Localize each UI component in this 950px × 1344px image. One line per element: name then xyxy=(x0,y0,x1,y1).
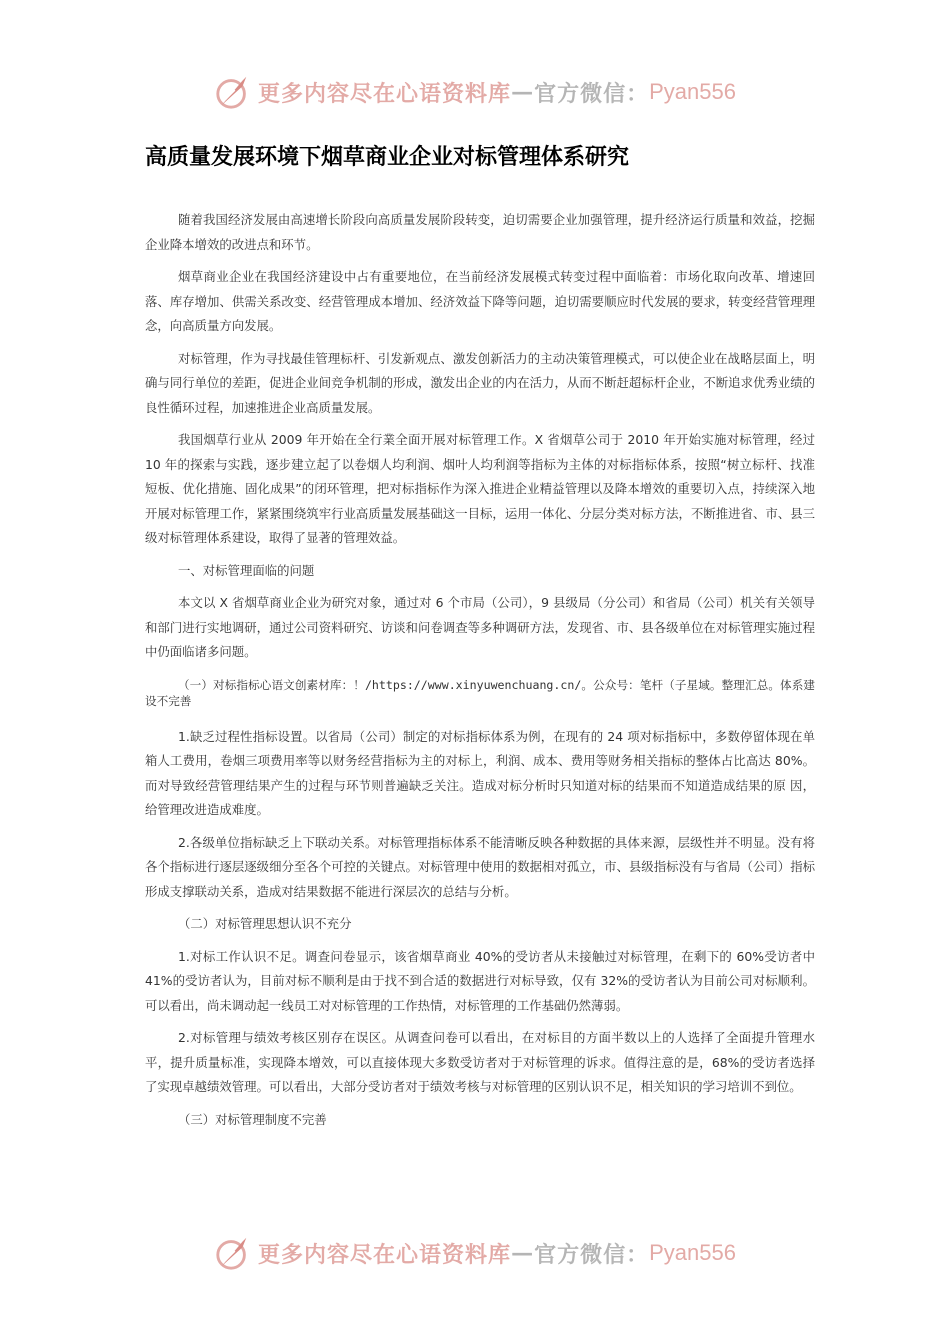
watermark-banner-top xyxy=(0,72,950,112)
paragraph: 烟草商业企业在我国经济建设中占有重要地位，在当前经济发展模式转变过程中面临着：市场化取向改革、增速回落、库存增加、供需关系改变、经营管理成本增加、经济效益下降等问题，迫切需要顺应时代发展的要求，转变经营管理理念，向高质量方向发展。 xyxy=(145,269,815,333)
watermark-banner-bottom xyxy=(0,1233,950,1273)
paragraph: 对标管理，作为寻找最佳管理标杆、引发新观点、激发创新活力的主动决策管理模式，可以使企业在战略层面上，明确与同行单位的差距，促进企业间竞争机制的形成，激发出企业的内在活力，从而不断赶超标杆企业，不断追求优秀业绩的良性循环过程，加速推进企业高质量发展。 xyxy=(145,350,815,415)
paragraph: 1.对标工作认识不足。调查问卷显示，该省烟草商业 40%的受访者从未接触过对标管理，在剩下的 60%受访者中41%的受访者认为，目前对标不顺利是由于找不到合适的数据进行对标导致，仅有 32%的受访者认为目前公司对标顺利。可以看出，尚未调动起一线员工对对标管理的工作热情，对标管理的工作基础仍然薄弱。 xyxy=(145,948,815,1013)
paragraph: 随着我国经济发展由高速增长阶段向高质量发展阶段转变，迫切需要企业加强管理，提升经济运行质量和效益，挖掘企业降本增效的改进点和环节。 xyxy=(145,212,815,252)
document-title: 高质量发展环境下烟草商业企业对标管理体系研究 xyxy=(145,145,630,170)
watermark-wechat-label: 官方微信： xyxy=(534,1241,650,1268)
paragraph: 2.各级单位指标缺乏上下联动关系。对标管理指标体系不能清晰反映各种数据的具体来源，层级性并不明显。没有将各个指标进行逐层逐级细分至各个可控的关键点。对标管理中使用的数据相对孤立，市、县级指标没有与省局（公司）指标形成支撑联动关系，造成对结果数据不能进行深层次的总结与分析。 xyxy=(145,834,815,899)
document-body xyxy=(145,208,815,1140)
paragraph: 本文以 X 省烟草商业企业为研究对象，通过对 6 个市局（公司），9 县级局（分公司）和省局（公司）机关有关领导和部门进行实地调研，通过公司资料研究、访谈和问卷调查等多种调研方法，发现省、市、县各级单位在对标管理实施过程中仍面临诸多问题。 xyxy=(145,595,815,659)
watermark-wechat-id: Pyan556 xyxy=(649,1240,736,1265)
paragraph: 2.对标管理与绩效考核区别存在误区。从调查问卷可以看出，在对标目的方面半数以上的人选择了全面提升管理水平，提升质量标准，实现降本增效，可以直接体现大多数受访者对于对标管理的诉求。值得注意的是，68%的受访者选择了实现卓越绩效管理。可以看出，大部分受访者对于绩效考核与对标管理的区别认识不足，相关知识的学习培训不到位。 xyxy=(145,1030,815,1094)
watermark-dash: — xyxy=(511,1240,535,1266)
subsection-heading: （二）对标管理思想认识不充分 xyxy=(178,916,352,931)
section-heading: 一、对标管理面临的问题 xyxy=(178,562,315,578)
paragraph: 我国烟草行业从 2009 年开始在全行業全面开展对标管理工作。X 省烟草公司于 2010 年开始实施对标管理，经过10 年的探索与实践，逐步建立起了以卷烟人均利润、烟叶人均利润等指标为主体的对标指标体系，按照“树立标杆、找准短板、优化措施、固化成果”的闭环管理，把对标指标作为深入推进企业精益管理以及降本增效的重要切入点，持续深入地开展对标管理工作，紧紧围绕筑牢行业高质量发展基础这一目标，运用一体化、分层分类对标方法，不断推进省、市、县三级对标管理体系建设，取得了显著的管理效益。 xyxy=(145,432,815,545)
watermark-text: 更多内容尽在心语资料库 xyxy=(258,80,512,107)
quill-logo-icon xyxy=(214,73,252,111)
watermark-wechat-id: Pyan556 xyxy=(649,79,736,104)
watermark-text: 更多内容尽在心语资料库 xyxy=(258,1241,512,1268)
watermark-wechat-label: 官方微信： xyxy=(534,80,650,107)
subsection-heading: （三）对标管理制度不完善 xyxy=(178,1111,327,1127)
watermark-dash: — xyxy=(511,79,535,105)
quill-logo-icon xyxy=(214,1234,252,1272)
subsection-heading: （一）对标指标心语文创素材库：！/https://www.xinyuwenchuang.cn/。公众号：笔杆（子星域。整理汇总。体系建设不完善 xyxy=(145,677,815,708)
paragraph: 1.缺乏过程性指标设置。以省局（公司）制定的对标指标体系为例，在现有的 24 项对标指标中，多数停留体现在单箱人工费用，卷烟三项费用率等以财务经营指标为主的对标上，利润、成本、费用等财务相关指标的整体占比高达 80%。而对导致经营管理结果产生的过程与环节则普遍缺乏关注。造成对标分析时只知道对标的结果而不知道造成结果的原 因，给管理改进造成难度。 xyxy=(145,728,815,817)
